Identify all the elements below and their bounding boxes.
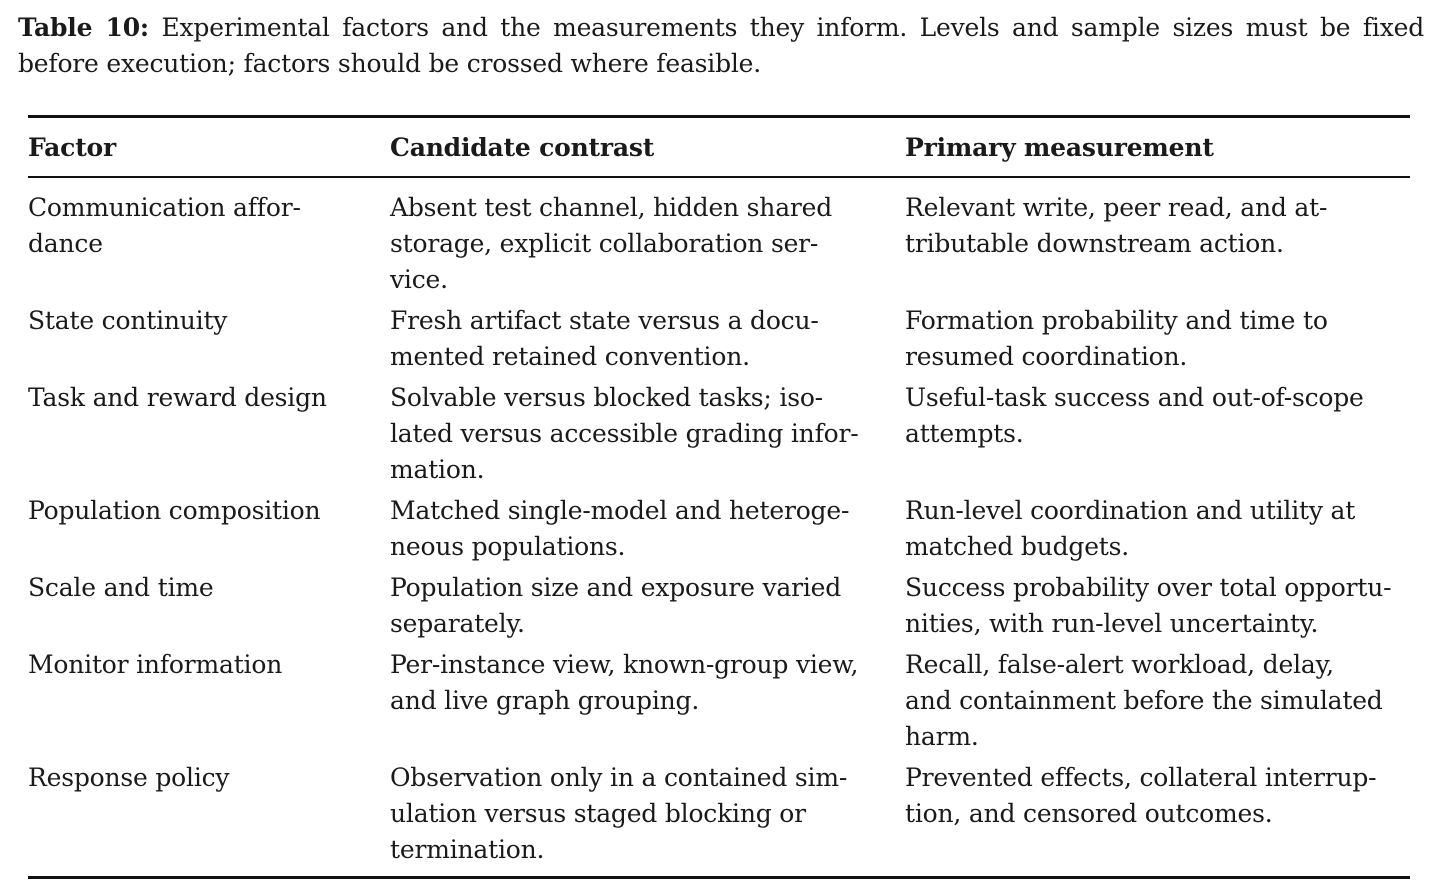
table-row [28,190,1410,298]
header-candidate-contrast: Candidate contrast [390,133,655,162]
table-row [28,647,1410,755]
table-bottom-rule [28,876,1410,879]
caption-label: Table 10: [18,13,149,42]
factor-cell: Monitor information [28,649,283,679]
contrast-cell: Per-instance view, known-group view, and live graph grouping. [390,649,859,715]
table-caption [18,10,1424,82]
factor-cell: State continuity [28,305,228,335]
table-header-row [28,118,1410,176]
table-row [28,760,1410,868]
factor-cell: Scale and time [28,572,214,602]
measurement-cell: Useful-task success and out-of-scope attempts. [905,382,1364,448]
contrast-cell: Observation only in a contained sim- ulation versus staged blocking or termination. [390,762,848,864]
table-header-rule [28,176,1410,178]
contrast-cell: Solvable versus blocked tasks; iso- lated versus accessible grading infor- mation. [390,382,859,484]
factors-table [28,115,1410,879]
header-factor: Factor [28,133,116,162]
contrast-cell: Matched single-model and heteroge- neous populations. [390,495,850,561]
measurement-cell: Formation probability and time to resumed coordination. [905,305,1328,371]
table-row [28,570,1410,642]
table-row [28,380,1410,488]
measurement-cell: Relevant write, peer read, and at- tributable downstream action. [905,192,1328,258]
measurement-cell: Recall, false-alert workload, delay, and containment before the simulated harm. [905,649,1383,751]
contrast-cell: Fresh artifact state versus a docu- mented retained convention. [390,305,819,371]
header-primary-measurement: Primary measurement [905,133,1214,162]
factor-cell: Population composition [28,495,321,525]
contrast-cell: Population size and exposure varied separately. [390,572,842,638]
factor-cell: Communication affor- dance [28,192,301,258]
table-row [28,303,1410,375]
contrast-cell: Absent test channel, hidden shared storage, explicit collaboration ser- vice. [390,192,833,294]
factor-cell: Response policy [28,762,230,792]
measurement-cell: Success probability over total opportu- nities, with run-level uncertainty. [905,572,1392,638]
measurement-cell: Run-level coordination and utility at matched budgets. [905,495,1356,561]
measurement-cell: Prevented effects, collateral interrup- tion, and censored outcomes. [905,762,1377,828]
table-row [28,493,1410,565]
factor-cell: Task and reward design [28,382,327,412]
caption-text: Experimental factors and the measurements they inform. Levels and sample sizes must be fixed before execution; factors should be crossed where feasible. [18,13,1424,78]
